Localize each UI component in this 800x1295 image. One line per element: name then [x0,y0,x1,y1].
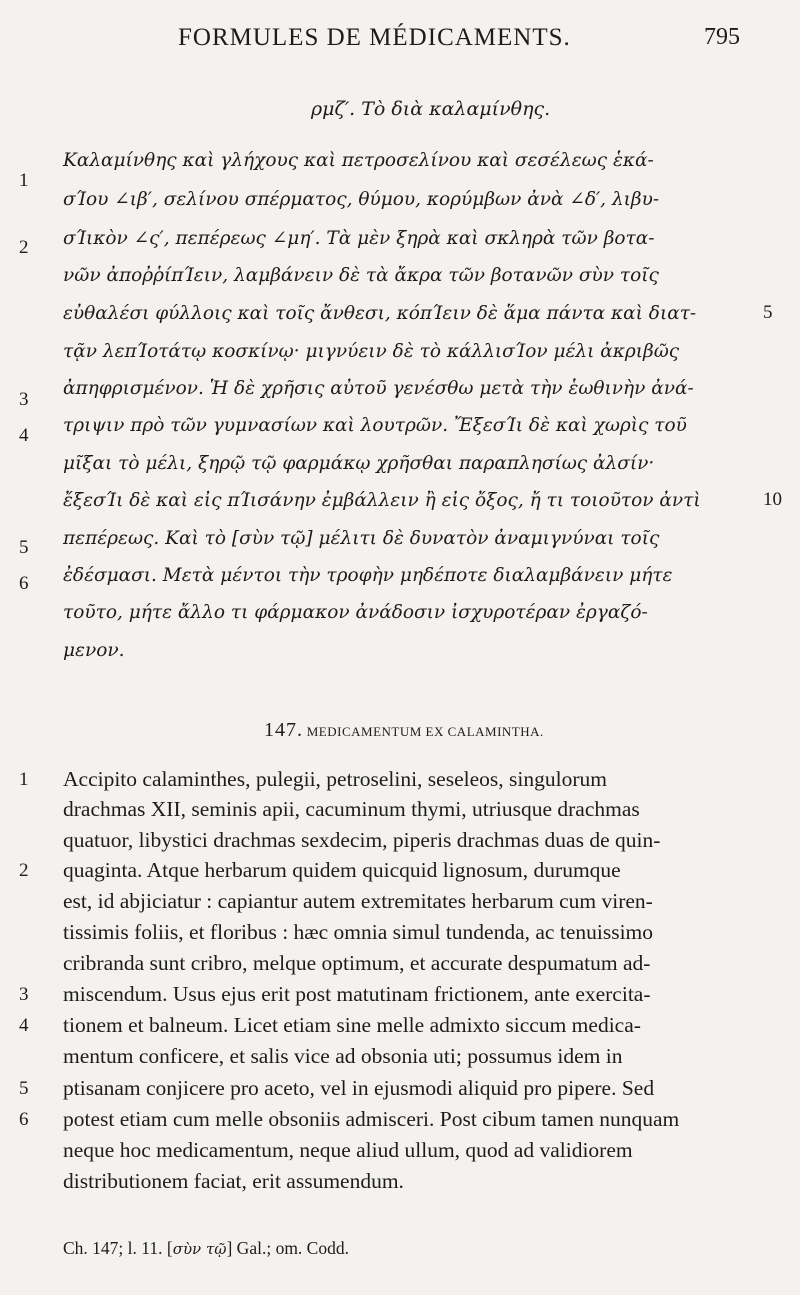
latin-line: Accipito calaminthes, pulegii, petroselini, seseleos, singulorum [63,767,607,791]
footnote-prefix: Ch. 147; l. 11. [ [63,1238,173,1258]
latin-margin-number: 1 [19,769,29,790]
page-number: 795 [704,24,740,50]
greek-line: Καλαμίνθης καὶ γλήχους καὶ πετροσελίνου καὶ σεσέλεως ἑκά- [63,150,654,171]
greek-line: μενον. [63,640,125,661]
greek-margin-number: 4 [19,425,29,446]
greek-line: τοῦτο, μήτε ἄλλο τι φάρμακον ἀνάδοσιν ἰσχυροτέραν ἐργαζό- [63,602,648,623]
latin-line: mentum conficere, et salis vice ad obsonia uti; possumus idem in [63,1044,623,1068]
latin-margin-number: 5 [19,1078,29,1099]
greek-margin-number: 1 [19,170,29,191]
greek-right-margin-number: 5 [763,302,773,323]
latin-line: miscendum. Usus ejus erit post matutinam frictionem, ante exercita- [63,982,651,1006]
greek-right-margin-number: 10 [763,489,782,510]
latin-line: ptisanam conjicere pro aceto, vel in ejusmodi aliquid pro pipere. Sed [63,1076,655,1100]
greek-line: σΊου ∠ιβ′, σελίνου σπέρματος, θύμου, κορύμβων ἀνὰ ∠δ′, λιβυ- [63,189,660,210]
greek-line: τᾷν λεπΊοτάτῳ κοσκίνῳ· μιγνύειν δὲ τὸ κάλλισΊον μέλι ἀκριβῶς [63,341,680,362]
latin-margin-number: 4 [19,1015,29,1036]
latin-section-heading [264,719,544,742]
latin-line: tionem et balneum. Licet etiam sine melle admixto siccum medica- [63,1013,641,1037]
greek-line: πεπέρεως. Καὶ τὸ [σὺν τῷ] μέλιτι δὲ δυνατὸν ἀναμιγνύναι τοῖς [63,528,660,549]
latin-margin-number: 6 [19,1109,29,1130]
greek-line: μῖξαι τὸ μέλι, ξηρῷ τῷ φαρμάκῳ χρῆσθαι παραπλησίως ἀλσίν· [63,453,655,474]
latin-line: quatuor, libystici drachmas sexdecim, piperis drachmas duas de quin- [63,828,661,852]
footnote-greek: σὺν τῷ [172,1240,227,1258]
latin-line: tissimis foliis, et floribus : hæc omnia simul tundenda, ac tenuissimo [63,920,654,944]
greek-margin-number: 3 [19,389,29,410]
footnote [63,1238,349,1259]
greek-line: ἐδέσμασι. Μετὰ μέντοι τὴν τροφὴν μηδέποτε διαλαμβάνειν μήτε [63,565,673,586]
latin-line: est, id abjiciatur : capiantur autem extremitates herbarum cum viren- [63,889,653,913]
greek-section-heading: ρμζ′. Τὸ διὰ καλαμίνθης. [311,98,551,120]
latin-line: quaginta. Atque herbarum quidem quicquid lignosum, durumque [63,858,621,882]
latin-line: drachmas XII, seminis apii, cacuminum thymi, utriusque drachmas [63,797,640,821]
latin-line: potest etiam cum melle obsoniis admisceri. Post cibum tamen nunquam [63,1107,680,1131]
latin-margin-number: 2 [19,860,29,881]
latin-line: cribranda sunt cribro, melque optimum, et accurate despumatum ad- [63,951,651,975]
running-title: FORMULES DE MÉDICAMENTS. [178,24,571,51]
greek-line: ἔξεσΊι δὲ καὶ εἰς πΊισάνην ἐμβάλλειν ἢ εἰς ὄξος, ἤ τι τοιοῦτον ἀντὶ [63,490,701,511]
latin-line: neque hoc medicamentum, neque aliud ullum, quod ad validiorem [63,1138,633,1162]
greek-line: τριψιν πρὸ τῶν γυμνασίων καὶ λουτρῶν. ἜξεσΊι δὲ καὶ χωρὶς τοῦ [63,415,687,436]
greek-line: σΊικὸν ∠ς′, πεπέρεως ∠μη′. Τὰ μὲν ξηρὰ καὶ σκληρὰ τῶν βοτα- [63,228,655,249]
greek-margin-number: 2 [19,237,29,258]
greek-margin-number: 6 [19,573,29,594]
latin-section-title: MEDICAMENTUM EX CALAMINTHA. [306,724,544,739]
latin-margin-number: 3 [19,984,29,1005]
greek-margin-number: 5 [19,537,29,558]
greek-line: ἀπηφρισμένον. Ἡ δὲ χρῆσις αὐτοῦ γενέσθω μετὰ τὴν ἑωθινὴν ἀνά- [63,378,694,399]
greek-line: νῶν ἀποῤῥίπΊειν, λαμβάνειν δὲ τὰ ἄκρα τῶν βοτανῶν σὺν τοῖς [63,265,659,286]
latin-line: distributionem faciat, erit assumendum. [63,1169,404,1193]
latin-section-number: 147. [264,719,303,741]
greek-line: εὐθαλέσι φύλλοις καὶ τοῖς ἄνθεσι, κόπΊειν δὲ ἅμα πάντα καὶ διατ- [63,303,697,324]
footnote-suffix: ] Gal.; om. Codd. [226,1238,349,1258]
